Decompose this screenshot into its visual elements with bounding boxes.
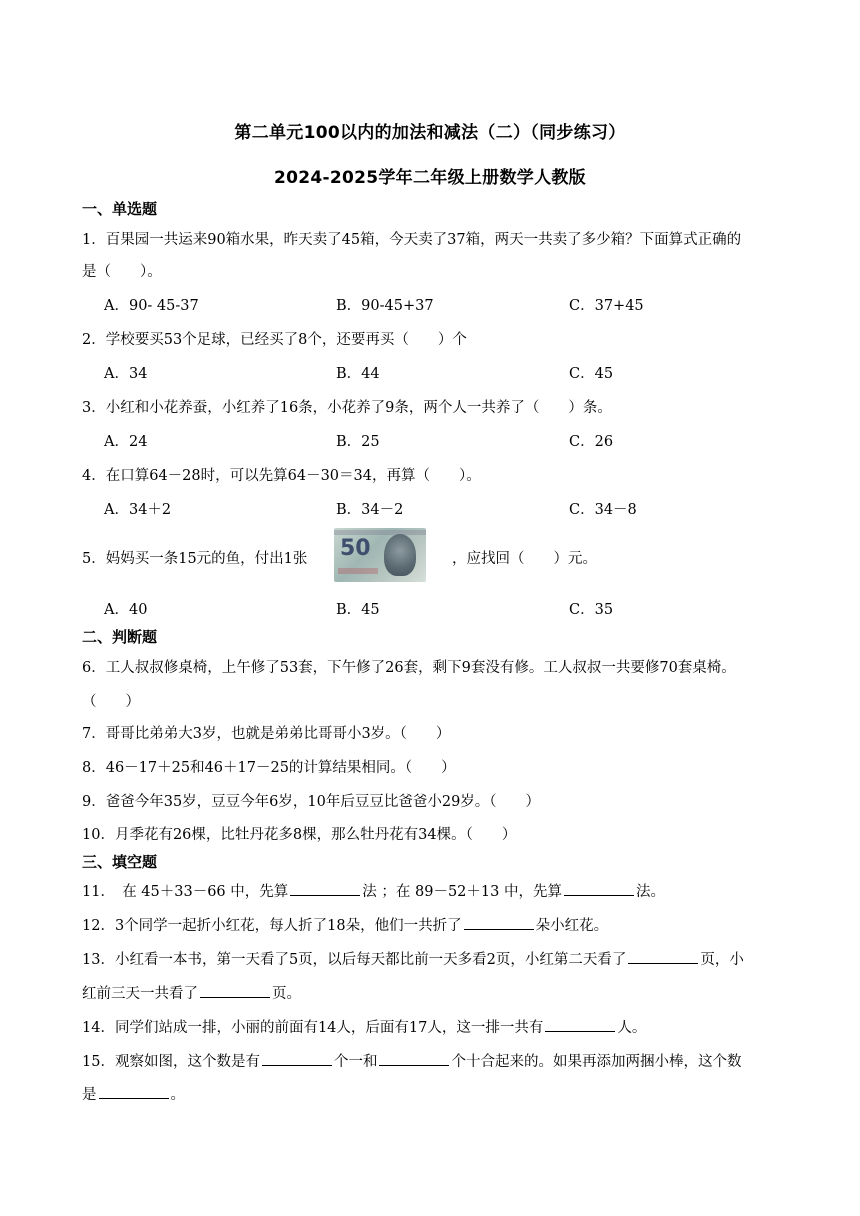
question-15-part5: 。 [170, 1087, 185, 1103]
question-14 [82, 1016, 646, 1037]
question-11-part1: 11． 在 45＋33－66 中，先算 [82, 884, 289, 900]
question-3-option-c[interactable]: C．26 [569, 434, 614, 450]
question-4-option-c[interactable]: C．34－8 [569, 502, 637, 518]
page-title: 第二单元100以内的加法和减法（二）（同步练习） [234, 123, 626, 143]
question-2-text: 2．学校要买53个足球，已经买了8个，还要再买（ ）个 [82, 332, 467, 348]
question-5-option-a[interactable]: A．40 [104, 602, 148, 618]
question-13-part4: 页。 [272, 986, 301, 1002]
question-6-answer-paren[interactable]: （ ） [82, 694, 140, 710]
question-10-text: 10．月季花有26棵，比牡丹花多8棵，那么牡丹花有34棵。（ ） [82, 827, 517, 843]
question-15-part3: 个十合起来的。如果再添加两捆小棒，这个数 [451, 1054, 742, 1070]
section-heading-single-choice: 一、单选题 [82, 200, 158, 218]
question-12-part1: 12．3个同学一起折小红花，每人折了18朵，他们一共折了 [82, 918, 462, 934]
answer-blank[interactable] [262, 1051, 332, 1066]
question-4-option-b[interactable]: B．34－2 [336, 502, 404, 518]
question-3-text: 3．小红和小花养蚕，小红养了16条，小花养了9条，两个人一共养了（ ）条。 [82, 400, 612, 416]
question-5-option-b[interactable]: B．45 [336, 602, 380, 618]
question-13-part2: 页，小 [700, 952, 744, 968]
question-12 [82, 914, 608, 935]
answer-blank[interactable] [379, 1051, 449, 1066]
section-heading-fill-blank: 三、填空题 [82, 853, 158, 871]
question-14-part1: 14．同学们站成一排，小丽的前面有14人，后面有17人，这一排一共有 [82, 1020, 544, 1036]
question-7-text: 7．哥哥比弟弟大3岁，也就是弟弟比哥哥小3岁。（ ） [82, 726, 451, 742]
question-15 [82, 1050, 741, 1071]
question-12-part2: 朵小红花。 [535, 918, 609, 934]
answer-blank[interactable] [564, 881, 634, 896]
question-13-part1: 13．小红看一本书，第一天看了5页，以后每天都比前一天多看2页，小红第二天看了 [82, 952, 627, 968]
question-1-text: 1．百果园一共运来90箱水果，昨天卖了45箱，今天卖了37箱，两天一共卖了多少箱？下面算式正确的 [82, 232, 742, 248]
question-11 [82, 880, 665, 901]
answer-blank[interactable] [545, 1017, 615, 1032]
banknote-band [338, 568, 378, 574]
banknote-portrait [384, 534, 416, 576]
question-13-part3: 红前三天一共看了 [82, 986, 198, 1002]
question-8-text: 8．46－17＋25和46＋17－25的计算结果相同。（ ） [82, 760, 456, 776]
question-14-part2: 人。 [617, 1020, 647, 1036]
question-2-option-a[interactable]: A．34 [104, 366, 148, 382]
question-11-part3: 法。 [635, 884, 665, 900]
question-11-part2: 法 ；在 89－52＋13 中，先算 [362, 884, 562, 900]
question-3-option-a[interactable]: A．24 [104, 434, 148, 450]
question-15-part2: 个一和 [333, 1054, 378, 1070]
answer-blank[interactable] [464, 915, 534, 930]
question-6-text: 6．工人叔叔修桌椅，上午修了53套，下午修了26套，剩下9套没有修。工人叔叔一共要修70套桌椅。 [82, 660, 736, 676]
question-9-text: 9．爸爸今年35岁，豆豆今年6岁，10年后豆豆比爸爸小29岁。（ ） [82, 794, 541, 810]
question-13-cont [82, 982, 301, 1003]
banknote-stripe [334, 530, 426, 535]
question-4-text: 4．在口算64－28时，可以先算64－30＝34，再算（ ）。 [82, 468, 481, 484]
question-15-part4: 是 [82, 1087, 97, 1103]
question-15-part1: 15．观察如图，这个数是有 [82, 1054, 260, 1070]
question-1-option-a[interactable]: A．90- 45-37 [104, 298, 199, 314]
question-2-option-b[interactable]: B．44 [336, 366, 380, 382]
question-5-text-cont: ，应找回（ ）元。 [452, 551, 597, 567]
question-1-option-b[interactable]: B．90-45+37 [336, 298, 434, 314]
answer-blank[interactable] [290, 881, 360, 896]
question-15-cont [82, 1083, 185, 1104]
question-1-text-cont: 是（ ）。 [82, 264, 162, 280]
question-1-option-c[interactable]: C．37+45 [569, 298, 644, 314]
question-4-option-a[interactable]: A．34＋2 [104, 502, 172, 518]
question-5-text: 5．妈妈买一条15元的鱼，付出1张 [82, 551, 308, 567]
question-13 [82, 948, 744, 969]
answer-blank[interactable] [99, 1084, 169, 1099]
question-2-option-c[interactable]: C．45 [569, 366, 614, 382]
section-heading-true-false: 二、判断题 [82, 628, 158, 646]
question-5-option-c[interactable]: C．35 [569, 602, 614, 618]
question-3-option-b[interactable]: B．25 [336, 434, 380, 450]
answer-blank[interactable] [200, 983, 270, 998]
banknote-value: 50 [340, 536, 371, 561]
answer-blank[interactable] [628, 949, 698, 964]
page-subtitle: 2024-2025学年二年级上册数学人教版 [274, 168, 586, 188]
banknote-50-image [334, 528, 426, 582]
